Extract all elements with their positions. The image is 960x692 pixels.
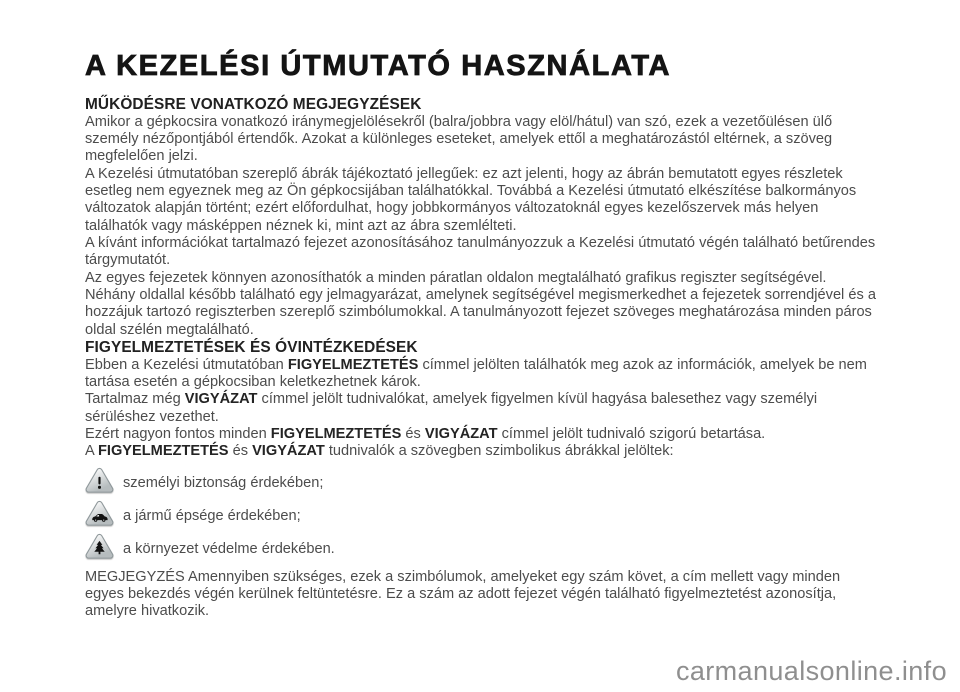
warning-symbol-list: [85, 467, 879, 566]
page-title: A KEZELÉSI ÚTMUTATÓ HASZNÁLATA: [85, 50, 672, 82]
paragraph: Tartalmaz még VIGYÁZAT címmel jelölt tudnivalókat, amelyek figyelmen kívül hagyása balesethez vagy személyi sérüléshez vezethet.: [85, 391, 818, 425]
warning-label: a jármű épsége érdekében;: [123, 507, 301, 524]
warning-exclamation-triangle-icon: [85, 467, 114, 499]
paragraph: A kívánt információkat tartalmazó fejezet azonosításához tanulmányozzuk a Kezelési útmutató végén található betűrendes tárgymutatót.: [85, 235, 876, 269]
section-paragraphs-warnings-precautions: [85, 357, 879, 461]
section-paragraphs-operation-notes: [85, 114, 879, 339]
paragraph: Az egyes fejezetek könnyen azonosíthatók a minden páratlan oldalon megtalálható grafikus regiszter segítségével. Néhány oldallal később található egy jelmagyarázat, amelynek segítségével megismerkedhet a fejezetek sorrendjével és a hozzájuk tartozó regiszterben szereplő szimbólumokkal. A tanulmányozott fejezet szöveges meghatározása minden páros oldal szélén megtalálható.: [85, 269, 876, 338]
warning-label: a környezet védelme érdekében.: [123, 540, 335, 557]
watermark: carmanualsonline.info: [675, 656, 947, 686]
note-paragraph: MEGJEGYZÉS Amennyiben szükséges, ezek a szimbólumok, amelyeket egy szám követ, a cím mellett vagy minden egyes bekezdés végén kerülnek feltüntetésre. Ez a szám az adott fejezet végén található figyelmeztetést azonosítja, amelyre hivatkozik.: [85, 568, 841, 620]
page-content: [85, 50, 879, 621]
section-operation-notes: [85, 96, 879, 339]
paragraph: Amikor a gépkocsira vonatkozó iránymegjelölésekről (balra/jobbra vagy elöl/hátul) van szó, ezek a vezetőülésen ülő személy nézőpontjából értendők. Azokat a különleges eseteket, amelyek ettől a meghatározástól eltérnek, a szöveg megfelelően jelzi.: [85, 113, 833, 165]
paragraph: A FIGYELMEZTETÉS és VIGYÁZAT tudnivalók a szövegben szimbolikus ábrákkal jelöltek:: [85, 443, 674, 460]
section-heading-warnings-precautions: FIGYELMEZTETÉSEK ÉS ÓVINTÉZKEDÉSEK: [85, 339, 418, 357]
warning-row-personal-safety: [85, 467, 879, 500]
warning-label: személyi biztonság érdekében;: [123, 474, 324, 491]
paragraph: Ebben a Kezelési útmutatóban FIGYELMEZTETÉS címmel jelölten találhatók meg azok az információk, amelyek be nem tartása esetén a gépkocsiban keletkezhetnek károk.: [85, 356, 867, 390]
section-heading-operation-notes: MŰKÖDÉSRE VONATKOZÓ MEGJEGYZÉSEK: [85, 96, 422, 113]
paragraph: A Kezelési útmutatóban szereplő ábrák tájékoztató jellegűek: ez azt jelenti, hogy az ábrán bemutatott egyes részletek esetleg nem egyeznek meg az Ön gépkocsijában találhatókkal. Továbbá a Kezelési útmutató elkészítése balkormányos változatok alapján történt; ezért előfordulhat, hogy jobbkormányos változatoknál egyes kezelőszervek más helyen találhatók vagy másképpen néznek ki, mint azt az ábra szemlélteti.: [85, 165, 857, 234]
warning-row-environment: [85, 533, 879, 566]
warning-row-vehicle-integrity: [85, 500, 879, 533]
section-warnings-precautions: [85, 339, 879, 461]
warning-tree-triangle-icon: [85, 533, 114, 565]
paragraph: Ezért nagyon fontos minden FIGYELMEZTETÉS és VIGYÁZAT címmel jelölt tudnivaló szigorú betartása.: [85, 426, 766, 443]
warning-car-triangle-icon: [85, 500, 114, 532]
